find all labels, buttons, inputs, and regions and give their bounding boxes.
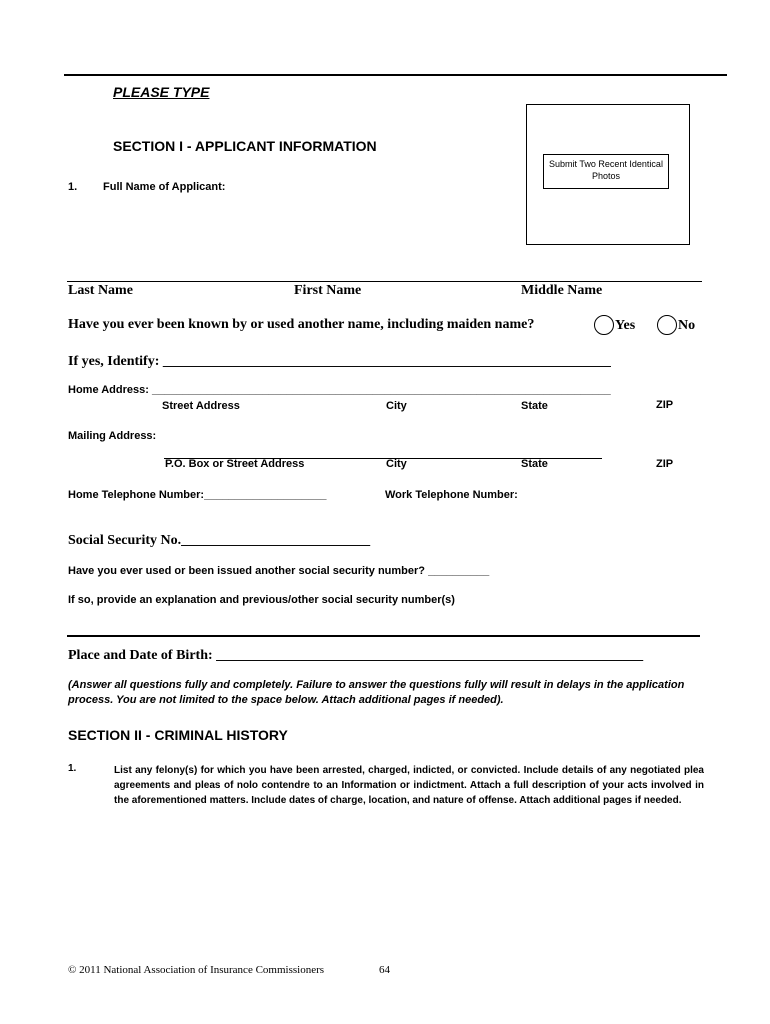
section-2-title: SECTION II - CRIMINAL HISTORY — [68, 727, 288, 743]
mailing-zip-label: ZIP — [656, 458, 674, 470]
top-rule — [64, 74, 727, 76]
po-box-label: P.O. Box or Street Address — [165, 458, 305, 470]
yes-label: Yes — [615, 318, 636, 333]
section-1-title: SECTION I - APPLICANT INFORMATION — [113, 138, 377, 154]
street-address-label: Street Address — [162, 400, 240, 412]
full-name-line[interactable] — [67, 281, 702, 282]
instructions-text: (Answer all questions fully and completely. Failure to answer the questions fully will result in delays in the application process. You are not limited to the space below. Attach additional pages if needed). — [68, 679, 685, 706]
mailing-state-label: State — [521, 458, 548, 470]
if-yes-identify-field[interactable]: If yes, Identify: ________________________________________________________________ — [68, 354, 611, 369]
q1-number: 1. — [68, 181, 78, 193]
mailing-city-label: City — [386, 458, 407, 470]
s2-q1-text: List any felony(s) for which you have been arrested, charged, indicted, or convicted. Include details of any negotiated plea agreements and pleas of nolo contendre to an Information or indictment. Attach a full description of your acts involved in the aforementioned matters. Include dates of charge, location, and nature of offense. Attach additional pages if needed. — [114, 765, 704, 806]
full-name-label: Full Name of Applicant: — [103, 181, 226, 193]
other-ssn-explanation-label: If so, provide an explanation and previous/other social security number(s) — [68, 594, 455, 606]
middle-name-label: Middle Name — [521, 283, 603, 298]
other-name-question: Have you ever been known by or used another name, including maiden name? — [68, 317, 535, 332]
no-radio[interactable] — [657, 315, 677, 335]
ssn-explanation-line[interactable] — [67, 635, 700, 637]
s2-q1-number: 1. — [68, 763, 77, 774]
first-name-label: First Name — [294, 283, 362, 298]
home-phone-field[interactable]: Home Telephone Number:____________________ — [68, 489, 327, 501]
yes-radio[interactable] — [594, 315, 614, 335]
footer-copyright: © 2011 National Association of Insurance Commissioners — [68, 964, 325, 976]
page-number: 64 — [379, 964, 390, 976]
work-phone-label: Work Telephone Number: — [385, 489, 518, 501]
last-name-label: Last Name — [68, 283, 133, 298]
please-type-heading: PLEASE TYPE — [113, 84, 210, 100]
state-label: State — [521, 400, 548, 412]
ssn-field[interactable]: Social Security No.___________________________ — [68, 533, 371, 548]
mailing-address-label: Mailing Address: — [68, 430, 157, 442]
home-address-field[interactable]: Home Address: ___________________________________________________________________________ — [68, 384, 611, 396]
city-label: City — [386, 400, 407, 412]
photo-instruction-box — [543, 154, 669, 189]
other-ssn-question[interactable]: Have you ever used or been issued another social security number? __________ — [68, 565, 490, 577]
no-label: No — [678, 318, 696, 333]
zip-label: ZIP — [656, 399, 674, 411]
birth-place-date-field[interactable]: Place and Date of Birth: _____________________________________________________________ — [68, 648, 644, 663]
photo-instruction-text: Submit Two Recent Identical Photos — [549, 159, 663, 181]
